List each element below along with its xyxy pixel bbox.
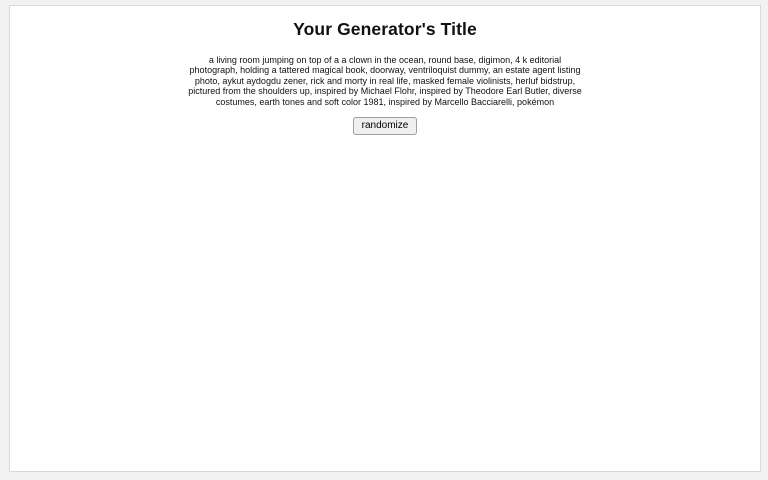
- generator-page-panel: [9, 5, 761, 472]
- page-title: Your Generator's Title: [293, 19, 477, 39]
- generated-output-text: a living room jumping on top of a a clown in the ocean, round base, digimon, 4 k editorial photograph, holding a tattered magical book, doorway, ventriloquist dummy, an estate agent listing photo, aykut aydogdu zener, rick and morty in real life, masked female violinists, herluf bidstrup, pictured from the shoulders up, inspired by Michael Flohr, inspired by Theodore Earl Butler, diverse costumes, earth tones and soft color 1981, inspired by Marcello Bacciarelli, pokémon: [188, 55, 582, 107]
- randomize-button[interactable]: randomize: [353, 117, 418, 135]
